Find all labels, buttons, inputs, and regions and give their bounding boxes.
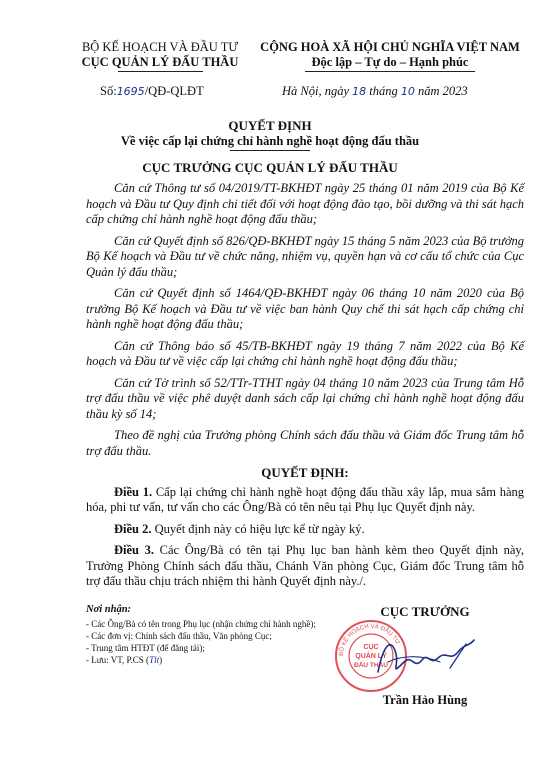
recipients-heading: Nơi nhận: (86, 604, 132, 615)
recipient-item: - Trung tâm HTĐT (để đăng tải); (86, 643, 205, 653)
nation-name: CỘNG HOÀ XÃ HỘI CHỦ NGHĨA VIỆT NAM (260, 40, 520, 54)
recipient-item: - Các đơn vị: Chính sách đấu thầu, Văn phòng Cục; (86, 631, 272, 641)
recipients-block (86, 604, 326, 666)
ground-6: Theo đề nghị của Trưởng phòng Chính sách đấu thầu và Giám đốc Trung tâm hỗ trợ đấu thầu. (86, 428, 524, 458)
signer-title: CỤC TRƯỞNG (380, 604, 470, 619)
article-2-text: Quyết định này có hiệu lực kể từ ngày ký. (151, 521, 365, 536)
date-mid: tháng (366, 84, 401, 98)
seal-text-3: ĐẤU THẦU (354, 662, 388, 669)
document-body (86, 181, 524, 596)
recipient-item-archive (86, 654, 326, 666)
date-day: 18 (352, 85, 367, 98)
article-2 (86, 522, 524, 538)
agency-name: CỤC QUẢN LÝ ĐẤU THẦU (81, 55, 239, 69)
number-prefix: Số: (100, 84, 117, 98)
article-3-text: Các Ông/Bà có tên tại Phụ lục ban hành kèm theo Quyết định này, Trưởng Phòng Chính sách đấu thầu, Chánh Văn phòng Cục, Giám đốc Trung tâm hỗ trợ đấu thầu chịu trách nhiệm thi hành Quyết định này./. (86, 543, 524, 588)
date-suffix: năm 2023 (414, 84, 468, 98)
document-number (100, 84, 204, 99)
ground-1: Căn cứ Thông tư số 04/2019/TT-BKHĐT ngày 25 tháng 01 năm 2019 của Bộ Kế hoạch và Đầu tư Quy định chi tiết đối với hoạt động đào tạo, bồi dưỡng và thi sát hạch cấp chứng chỉ hành nghề hoạt động đấu thầu; (86, 181, 524, 226)
archive-text: - Lưu: VT, P.CS ( (86, 655, 150, 665)
article-3-label: Điều 3. (114, 543, 155, 557)
header-left-underline (118, 71, 203, 72)
ministry-name: BỘ KẾ HOẠCH VÀ ĐẦU TƯ (81, 40, 239, 54)
ground-3: Căn cứ Quyết định số 1464/QĐ-BKHĐT ngày 06 tháng 10 năm 2020 của Bộ trưởng Bộ Kế hoạch và Đầu tư về việc ban hành Quy chế thi sát hạch cấp chứng chỉ hành nghề hoạt động đấu thầu; (86, 286, 524, 331)
document-title: QUYẾT ĐỊNH (228, 118, 312, 133)
date-month: 10 (400, 85, 415, 98)
archive-initials: Tlt (149, 655, 160, 665)
subject-underline (230, 150, 310, 151)
motto: Độc lập – Tự do – Hạnh phúc (311, 55, 469, 69)
ground-5: Căn cứ Tờ trình số 52/TTr-TTHT ngày 04 tháng 10 năm 2023 của Trung tâm Hỗ trợ đấu thầu về việc phê duyệt danh sách cấp lại chứng chỉ hành nghề hoạt động đấu thầu kỳ số 14; (86, 375, 524, 421)
article-2-label: Điều 2. (114, 521, 152, 536)
document-date (282, 84, 468, 99)
number-suffix: /QĐ-QLĐT (144, 84, 204, 98)
article-1-label: Điều 1. (114, 484, 153, 499)
date-prefix: Hà Nội, ngày (282, 84, 353, 98)
issuing-authority: CỤC TRƯỞNG CỤC QUẢN LÝ ĐẤU THẦU (142, 160, 398, 175)
header-left (60, 40, 260, 72)
article-1 (86, 485, 524, 516)
signer-name: Trần Hảo Hùng (382, 693, 468, 707)
article-3 (86, 543, 524, 590)
signature-icon (370, 632, 480, 682)
number-handwritten: 1695 (116, 85, 145, 98)
header-right-underline (305, 71, 475, 72)
document-subject: Về việc cấp lại chứng chỉ hành nghề hoạt động đấu thầu (120, 134, 420, 148)
ground-2: Căn cứ Quyết định số 826/QĐ-BKHĐT ngày 15 tháng 5 năm 2023 của Bộ trưởng Bộ Kế hoạch và Đầu tư về chức năng, nhiệm vụ, quyền hạn và cơ cấu tổ chức của Cục Quản lý đấu thầu; (86, 233, 524, 279)
seal-text-1: CỤC (363, 644, 379, 651)
article-1-text: Cấp lại chứng chỉ hành nghề hoạt động đấu thầu xây lắp, mua sắm hàng hóa, phi tư vấn, tư vấn cho các Ông/Bà có tên nêu tại Phụ lục Quyết định này. (86, 484, 525, 514)
ground-4: Căn cứ Thông báo số 45/TB-BKHĐT ngày 19 tháng 7 năm 2022 của Bộ Kế hoạch và Đầu tư về việc cấp lại chứng chỉ hành nghề hoạt động đấu thầu; (86, 338, 524, 368)
seal-ring-text: BỘ KẾ HOẠCH VÀ ĐẦU TƯ (338, 623, 401, 657)
archive-close: ) (159, 655, 163, 665)
seal-text-2: QUẢN LÝ (355, 653, 387, 660)
decide-heading: QUYẾT ĐỊNH: (261, 465, 349, 480)
recipient-item: - Các Ông/Bà có tên trong Phụ lục (nhận chứng chỉ hành nghề); (86, 619, 316, 629)
header-right (255, 40, 525, 72)
